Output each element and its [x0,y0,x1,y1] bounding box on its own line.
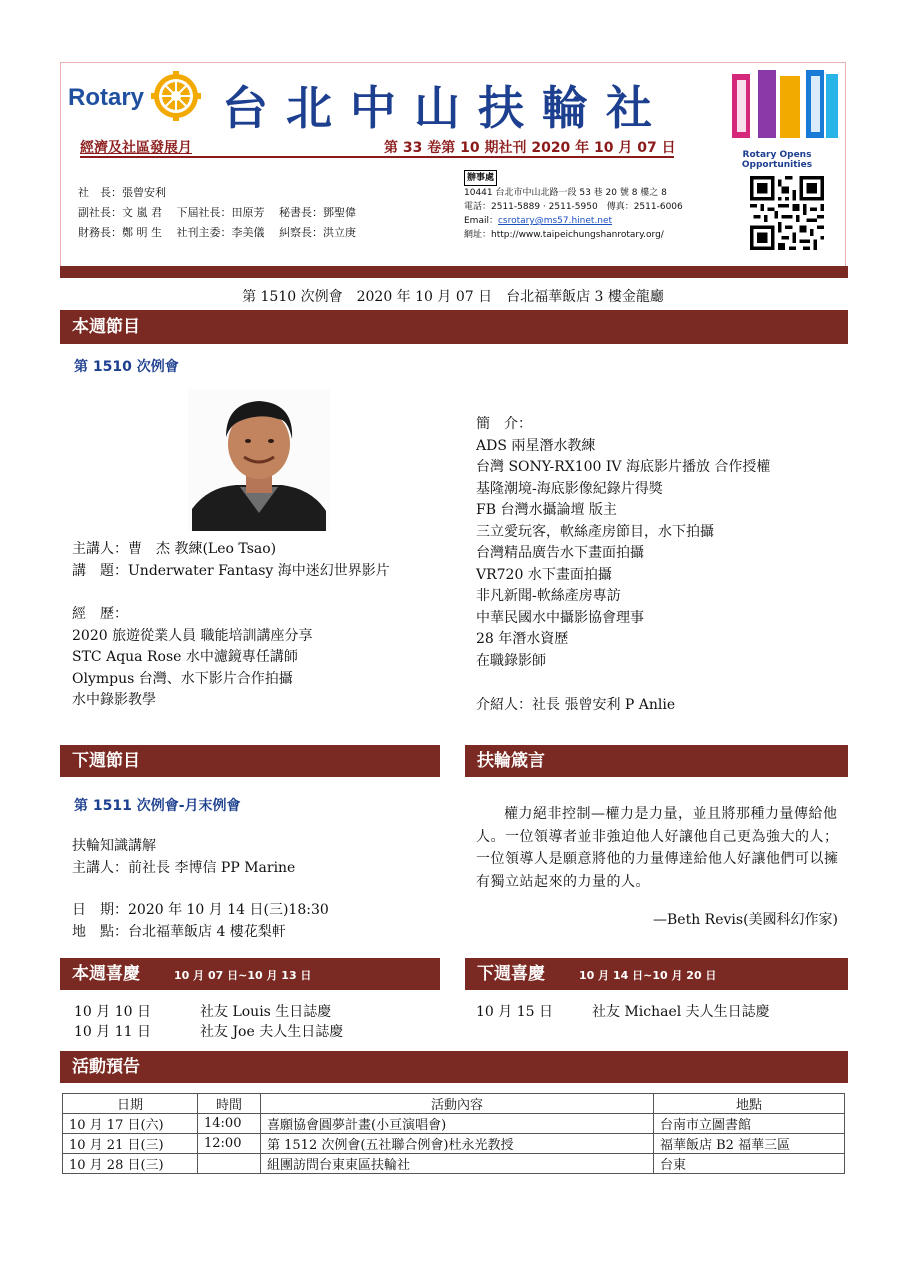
list-item: 台灣精品廣告水下畫面拍攝 [476,545,644,561]
officer-line: 副社長：文 嵐 君 下屆社長：田原芳 秘書長：鄧聖偉 [78,206,356,219]
cell-activity: 組團訪問台東東區扶輪社 [261,1154,654,1174]
next-week-place: 地 點：台北福華飯店 4 樓花梨軒 [72,923,286,940]
cell-place: 福華飯店 B2 福華三區 [654,1134,845,1154]
next-week-line: 主講人：前社長 李博信 PP Marine [72,859,296,876]
header-divider-bar [60,266,848,278]
cell-date: 10 月 28 日(三) [63,1154,198,1174]
meeting-number: 第 1510 次例會 [74,359,179,375]
section-title: 扶輪箴言 [477,751,545,771]
celebration-item [476,1002,770,1024]
office-website[interactable]: 網址：http://www.taipeichungshanrotary.org/ [464,230,664,240]
next-week-details [72,900,329,943]
section-this-week [60,310,848,344]
section-activities [60,1051,848,1083]
cell-activity: 第 1512 次例會(五社聯合例會)杜永光教授 [261,1134,654,1154]
next-meeting-number: 第 1511 次例會-月末例會 [74,798,241,814]
officer-line: 財務長：鄭 明 生 社刊主委：李美儀 糾察長：洪立庚 [78,226,356,239]
next-week-line: 扶輪知識講解 [72,838,156,854]
celebration-text: 社友 Michael 夫人生日誌慶 [592,1004,770,1020]
section-title: 下週喜慶 [477,964,545,984]
list-item: 台灣 SONY-RX100 IV 海底影片播放 合作授權 [476,459,771,475]
meeting-line: 第 1510 次例會 2020 年 10 月 07 日 台北福華飯店 3 樓金龍廳 [242,289,664,305]
officer-line: 社 長：張曾安利 [78,186,166,199]
office-info [464,170,683,242]
cell-place: 台南市立圖書館 [654,1114,845,1134]
rotary-wordmark: Rotary [68,84,145,111]
section-celebrations-this-week [60,958,440,990]
list-item: 在職錄影師 [476,652,546,669]
column-header: 地點 [654,1094,845,1114]
list-item: ADS 兩星潛水教練 [476,437,596,454]
cell-date: 10 月 17 日(六) [63,1114,198,1134]
next-week-date: 日 期：2020 年 10 月 14 日(三)18:30 [72,902,329,918]
quote-text: 權力絕非控制—權力是力量，並且將那種力量傳給他人。一位領導者並非強迫他人好讓他自己更為強大的人；一位領導人是願意將他的力量傳達給他人好讓他們可以擁有獨立站起來的力量的人。 [476,806,839,890]
list-item: 基隆潮境-海底影像紀錄片得獎 [476,480,663,497]
rotary-wheel-icon [150,70,202,122]
celebration-item [74,1002,331,1024]
celebration-date: 10 月 11 日 [74,1024,151,1040]
section-celebrations-next-week [465,958,848,990]
intro-title: 簡 介： [476,416,532,432]
activities-table [62,1093,845,1174]
qr-code-icon [750,176,824,250]
experience-block [72,604,313,712]
list-item: FB 台灣水攝論壇 版主 [476,502,617,518]
quote-author: —Beth Revis(美國科幻作家) [653,912,838,928]
list-item: VR720 水下畫面拍攝 [476,566,612,583]
column-header: 時間 [198,1094,261,1114]
club-title: 台北中山扶輪社 [222,81,670,135]
list-item: 中華民國水中攝影協會理事 [476,609,644,626]
celebration-text: 社友 Joe 夫人生日誌慶 [200,1024,344,1040]
list-item: 2020 旅遊從業人員 職能培訓講座分享 [72,627,313,644]
topic: 講 題：Underwater Fantasy 海中迷幻世界影片 [72,562,390,579]
list-item: 水中錄影教學 [72,692,156,708]
issue-info: 第 33 卷第 10 期社刊 2020 年 10 月 07 日 [384,140,676,156]
celebration-item [74,1022,343,1044]
next-week-block [72,836,295,879]
email-link[interactable]: csrotary@ms57.hinet.net [497,216,613,226]
rotary-opens-opportunities: Rotary Opens Opportunities [741,150,813,170]
office-label: 辦事處 [464,170,497,186]
email-label: Email： [464,216,498,226]
column-header: 活動內容 [261,1094,654,1114]
speaker-photo [188,389,330,531]
table-row [63,1134,845,1154]
experience-title: 經 歷： [72,606,128,622]
list-item: 三立愛玩客，軟絲產房節目，水下拍攝 [476,523,714,540]
column-header: 日期 [63,1094,198,1114]
list-item: Olympus 台灣、水下影片合作拍攝 [72,670,293,687]
table-row [63,1114,845,1134]
office-address: 10441 台北市中山北路一段 53 巷 20 號 8 樓之 8 [464,188,667,198]
cell-time [198,1154,261,1174]
introducer: 介紹人：社長 張曾安利 P Anlie [476,697,676,713]
cell-date: 10 月 21 日(三) [63,1134,198,1154]
celebration-date: 10 月 15 日 [476,1004,553,1020]
celebration-text: 社友 Louis 生日誌慶 [200,1004,332,1020]
section-title: 下週節目 [72,751,140,771]
cell-place: 台東 [654,1154,845,1174]
office-phone: 電話：2511-5889 · 2511-5950 傳真：2511-6006 [464,202,683,212]
section-next-week [60,745,440,777]
cell-time: 12:00 [198,1134,261,1154]
date-range: 10 月 14 日~10 月 20 日 [579,969,717,982]
speaker: 主講人：曹 杰 教練(Leo Tsao) [72,541,277,557]
table-header-row [63,1094,845,1114]
section-title: 本週喜慶 [72,964,140,984]
month-theme: 經濟及社區發展月 [80,140,192,156]
list-item: 28 年潛水資歷 [476,631,569,647]
section-quote [465,745,848,777]
section-title: 本週節目 [72,317,140,337]
rotary-doors-logo [730,66,840,146]
intro-block [476,414,770,672]
table-row [63,1154,845,1174]
list-item: 非凡新聞-軟絲產房專訪 [476,588,621,604]
cell-time: 14:00 [198,1114,261,1134]
list-item: STC Aqua Rose 水中濾鏡專任講師 [72,649,298,665]
speaker-block [72,539,390,582]
cell-activity: 喜願協會圓夢計畫(小亘演唱會) [261,1114,654,1134]
header-rule [80,156,674,158]
officers-list [78,183,356,243]
section-title: 活動預告 [72,1057,140,1077]
celebration-date: 10 月 10 日 [74,1004,151,1020]
date-range: 10 月 07 日~10 月 13 日 [174,969,312,982]
